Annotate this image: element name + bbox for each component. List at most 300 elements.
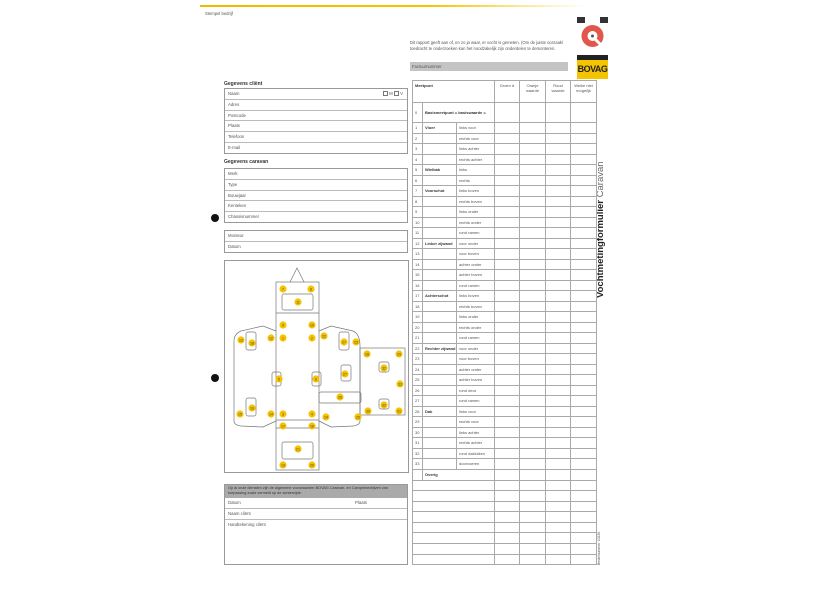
cell[interactable] bbox=[495, 291, 520, 302]
cell[interactable] bbox=[546, 480, 571, 491]
cell[interactable] bbox=[520, 103, 546, 123]
measure-point-label: 32 bbox=[382, 403, 386, 408]
cell[interactable] bbox=[571, 207, 597, 218]
row-location: rechts voor bbox=[457, 133, 495, 144]
row-number: 25 bbox=[413, 375, 423, 386]
cell[interactable] bbox=[546, 491, 571, 502]
cell[interactable] bbox=[571, 522, 597, 533]
table-row bbox=[413, 459, 597, 470]
cell[interactable] bbox=[571, 448, 597, 459]
cell[interactable] bbox=[520, 175, 546, 186]
cell[interactable] bbox=[520, 512, 546, 523]
measure-point-label: 25 bbox=[356, 415, 360, 420]
cell[interactable] bbox=[546, 427, 571, 438]
row-number: 8 bbox=[413, 196, 423, 207]
cell[interactable] bbox=[546, 301, 571, 312]
cell[interactable] bbox=[520, 554, 546, 565]
row-section: Wielbak bbox=[423, 165, 457, 176]
cell[interactable] bbox=[571, 103, 597, 123]
cell[interactable] bbox=[520, 217, 546, 228]
measure-point-label: 5 bbox=[278, 377, 280, 382]
table-row bbox=[413, 291, 597, 302]
row-location: rechts onder bbox=[457, 322, 495, 333]
row-section: Voorschot bbox=[423, 186, 457, 197]
invoice-field[interactable]: Factuurnummer bbox=[410, 62, 568, 71]
row-location: links boven bbox=[457, 291, 495, 302]
caravan-box bbox=[224, 168, 408, 223]
cell[interactable] bbox=[413, 501, 495, 512]
base-row bbox=[413, 103, 597, 123]
cell[interactable] bbox=[571, 533, 597, 544]
cell[interactable] bbox=[546, 448, 571, 459]
cell[interactable] bbox=[571, 270, 597, 281]
cell[interactable] bbox=[571, 375, 597, 386]
cell[interactable] bbox=[546, 544, 571, 555]
cell[interactable] bbox=[495, 249, 520, 260]
measure-point-label: 10 bbox=[310, 323, 314, 328]
gender-m-checkbox[interactable] bbox=[383, 91, 388, 96]
cell[interactable] bbox=[520, 301, 546, 312]
row-number: 17 bbox=[413, 291, 423, 302]
header-rule bbox=[200, 5, 585, 7]
gender-v-checkbox[interactable] bbox=[394, 91, 399, 96]
row-location: rechts achter bbox=[457, 438, 495, 449]
cell[interactable] bbox=[571, 385, 597, 396]
cell[interactable] bbox=[495, 312, 520, 323]
row-number: 18 bbox=[413, 301, 423, 312]
gender-v-label: V bbox=[400, 91, 403, 96]
cell[interactable] bbox=[546, 459, 571, 470]
blank-row bbox=[413, 491, 597, 502]
client-box bbox=[224, 88, 408, 154]
cell[interactable] bbox=[520, 343, 546, 354]
cell[interactable] bbox=[495, 228, 520, 239]
cell[interactable] bbox=[571, 175, 597, 186]
table-row bbox=[413, 259, 597, 270]
cell[interactable] bbox=[571, 469, 597, 480]
cell[interactable] bbox=[546, 438, 571, 449]
cell[interactable] bbox=[571, 249, 597, 260]
cell[interactable] bbox=[495, 217, 520, 228]
cell[interactable] bbox=[546, 417, 571, 428]
cell[interactable] bbox=[546, 354, 571, 365]
table-row bbox=[413, 364, 597, 375]
cell[interactable] bbox=[520, 448, 546, 459]
row-location: links onder bbox=[457, 312, 495, 323]
cell[interactable] bbox=[495, 417, 520, 428]
cell[interactable] bbox=[495, 301, 520, 312]
blank-row bbox=[413, 480, 597, 491]
row-location: links onder bbox=[457, 207, 495, 218]
cell[interactable] bbox=[413, 512, 495, 523]
cell[interactable] bbox=[520, 501, 546, 512]
row-number: 30 bbox=[413, 427, 423, 438]
client-postcode-field[interactable]: Postcode bbox=[225, 111, 407, 122]
cell[interactable] bbox=[571, 406, 597, 417]
cell[interactable] bbox=[546, 554, 571, 565]
row-number: 26 bbox=[413, 385, 423, 396]
cell[interactable] bbox=[520, 375, 546, 386]
client-city-field[interactable]: Plaats bbox=[225, 121, 407, 132]
measure-point-label: 33 bbox=[398, 382, 402, 387]
cell[interactable] bbox=[571, 312, 597, 323]
measure-point-label: 30 bbox=[366, 409, 370, 414]
row-location: rechts onder bbox=[457, 217, 495, 228]
cell[interactable] bbox=[495, 427, 520, 438]
row-section bbox=[423, 427, 457, 438]
cell[interactable] bbox=[571, 459, 597, 470]
cell[interactable] bbox=[495, 196, 520, 207]
cell[interactable] bbox=[571, 333, 597, 344]
cell[interactable] bbox=[571, 343, 597, 354]
date-field[interactable]: Datum bbox=[228, 243, 241, 249]
caravan-chassis-field[interactable]: Chassisnummer bbox=[228, 214, 260, 220]
cell[interactable] bbox=[413, 554, 495, 565]
row-location: achter onder bbox=[457, 364, 495, 375]
cell[interactable] bbox=[495, 175, 520, 186]
cell[interactable] bbox=[520, 469, 546, 480]
cell[interactable] bbox=[520, 154, 546, 165]
cell[interactable] bbox=[571, 512, 597, 523]
row-section bbox=[423, 280, 457, 291]
cell[interactable] bbox=[520, 228, 546, 239]
cell[interactable] bbox=[520, 396, 546, 407]
measure-point-label: 27 bbox=[342, 340, 346, 345]
row-number: 14 bbox=[413, 259, 423, 270]
cell[interactable] bbox=[495, 165, 520, 176]
technician-box bbox=[224, 230, 408, 253]
measure-point-label: 7 bbox=[282, 287, 284, 292]
table-row bbox=[413, 343, 597, 354]
row-section bbox=[423, 196, 457, 207]
cell[interactable] bbox=[495, 448, 520, 459]
cell[interactable] bbox=[546, 522, 571, 533]
cell[interactable] bbox=[546, 406, 571, 417]
cell[interactable] bbox=[495, 343, 520, 354]
row-location: achter boven bbox=[457, 375, 495, 386]
row-location: links voor bbox=[457, 406, 495, 417]
row-section: Dak bbox=[423, 406, 457, 417]
cell[interactable] bbox=[495, 238, 520, 249]
date-label: Datum bbox=[228, 500, 241, 505]
cell[interactable] bbox=[520, 238, 546, 249]
measure-point-label: 14 bbox=[269, 412, 273, 417]
cell[interactable] bbox=[520, 333, 546, 344]
cell[interactable] bbox=[495, 522, 520, 533]
cell[interactable] bbox=[546, 291, 571, 302]
cell[interactable] bbox=[520, 270, 546, 281]
cell[interactable] bbox=[520, 533, 546, 544]
cell[interactable] bbox=[495, 280, 520, 291]
row-number: 6 bbox=[413, 175, 423, 186]
cell[interactable] bbox=[495, 544, 520, 555]
cell[interactable] bbox=[495, 186, 520, 197]
cell[interactable] bbox=[520, 417, 546, 428]
measure-point-label: 12 bbox=[269, 336, 273, 341]
cell[interactable] bbox=[495, 333, 520, 344]
cell[interactable] bbox=[571, 238, 597, 249]
cell[interactable] bbox=[520, 207, 546, 218]
measure-point-label: 13 bbox=[239, 338, 243, 343]
cell[interactable] bbox=[495, 385, 520, 396]
cell[interactable] bbox=[546, 186, 571, 197]
cell[interactable] bbox=[546, 469, 571, 480]
cell[interactable] bbox=[520, 364, 546, 375]
cell[interactable] bbox=[520, 259, 546, 270]
terms-notice: Op al onze diensten zijn de algemene voorwaarden BOVAG Caravan- en Camperbedrijven van toepassing zoals vermeld op de achterzijde. bbox=[225, 485, 407, 498]
cell[interactable] bbox=[495, 154, 520, 165]
row-section bbox=[423, 270, 457, 281]
cell[interactable] bbox=[571, 396, 597, 407]
cell[interactable] bbox=[546, 103, 571, 123]
client-address-field[interactable]: Adres bbox=[225, 100, 407, 111]
cell[interactable] bbox=[546, 144, 571, 155]
cell[interactable] bbox=[571, 259, 597, 270]
signature-box bbox=[224, 484, 408, 565]
row-number: 1 bbox=[413, 123, 423, 134]
measure-point-label: 32 bbox=[382, 366, 386, 371]
cell[interactable] bbox=[520, 459, 546, 470]
signature-field[interactable]: Handtekening cliënt bbox=[228, 521, 266, 527]
cell[interactable] bbox=[520, 186, 546, 197]
cell[interactable] bbox=[571, 427, 597, 438]
cell[interactable] bbox=[495, 207, 520, 218]
cell[interactable] bbox=[571, 123, 597, 134]
table-row bbox=[413, 238, 597, 249]
cell[interactable] bbox=[495, 270, 520, 281]
cell[interactable] bbox=[571, 144, 597, 155]
client-name-field[interactable] bbox=[225, 89, 407, 100]
field-label: Naam bbox=[228, 91, 240, 96]
client-email-field[interactable]: E-mail bbox=[228, 144, 241, 150]
cell[interactable] bbox=[413, 480, 495, 491]
cell[interactable] bbox=[571, 438, 597, 449]
cell[interactable] bbox=[495, 406, 520, 417]
cell[interactable] bbox=[546, 385, 571, 396]
cell[interactable] bbox=[520, 249, 546, 260]
cell[interactable] bbox=[546, 270, 571, 281]
cell[interactable] bbox=[495, 438, 520, 449]
cell[interactable] bbox=[495, 554, 520, 565]
cell[interactable] bbox=[546, 501, 571, 512]
cell[interactable] bbox=[546, 165, 571, 176]
cell[interactable] bbox=[495, 259, 520, 270]
cell[interactable] bbox=[413, 522, 495, 533]
measurement-table bbox=[412, 80, 597, 565]
cell[interactable] bbox=[571, 501, 597, 512]
cell[interactable] bbox=[571, 417, 597, 428]
cell[interactable] bbox=[520, 144, 546, 155]
client-phone-field[interactable]: Telefoon bbox=[225, 132, 407, 143]
cell[interactable] bbox=[546, 196, 571, 207]
row-location: rechts boven bbox=[457, 301, 495, 312]
table-row bbox=[413, 385, 597, 396]
cell[interactable] bbox=[546, 133, 571, 144]
cell[interactable] bbox=[546, 207, 571, 218]
cell[interactable] bbox=[520, 438, 546, 449]
cell[interactable] bbox=[546, 512, 571, 523]
cell[interactable] bbox=[520, 291, 546, 302]
cell[interactable] bbox=[546, 333, 571, 344]
cell[interactable] bbox=[495, 123, 520, 134]
table-row bbox=[413, 301, 597, 312]
row-section bbox=[423, 217, 457, 228]
cell[interactable] bbox=[520, 123, 546, 134]
row-location: links achter bbox=[457, 427, 495, 438]
cell[interactable] bbox=[495, 103, 520, 123]
row-number: 19 bbox=[413, 312, 423, 323]
row-number: 29 bbox=[413, 417, 423, 428]
cell[interactable] bbox=[413, 491, 495, 502]
cell[interactable] bbox=[571, 217, 597, 228]
caravan-type-field[interactable]: Type bbox=[225, 180, 407, 191]
cell[interactable] bbox=[546, 249, 571, 260]
cell[interactable] bbox=[571, 491, 597, 502]
cell[interactable] bbox=[495, 375, 520, 386]
cell[interactable] bbox=[546, 343, 571, 354]
cell[interactable] bbox=[546, 375, 571, 386]
cell[interactable] bbox=[546, 364, 571, 375]
punch-hole bbox=[211, 374, 219, 382]
cell[interactable] bbox=[413, 544, 495, 555]
cell[interactable] bbox=[495, 144, 520, 155]
cell[interactable] bbox=[571, 186, 597, 197]
cell[interactable] bbox=[546, 217, 571, 228]
stamp-label: Stempel bedrijf bbox=[205, 11, 233, 16]
cell[interactable] bbox=[546, 533, 571, 544]
measure-point-label: 20 bbox=[310, 463, 314, 468]
row-number: 28 bbox=[413, 406, 423, 417]
cell[interactable] bbox=[520, 165, 546, 176]
cell[interactable] bbox=[571, 480, 597, 491]
cell[interactable] bbox=[520, 406, 546, 417]
cell[interactable] bbox=[571, 322, 597, 333]
row-location: rechts voor bbox=[457, 417, 495, 428]
row-location: achter onder bbox=[457, 259, 495, 270]
cell[interactable] bbox=[571, 291, 597, 302]
cell[interactable] bbox=[495, 133, 520, 144]
cell[interactable] bbox=[546, 123, 571, 134]
row-section bbox=[423, 312, 457, 323]
table-row bbox=[413, 375, 597, 386]
cell[interactable] bbox=[546, 396, 571, 407]
table-row bbox=[413, 165, 597, 176]
cell[interactable] bbox=[546, 238, 571, 249]
cell[interactable] bbox=[520, 544, 546, 555]
measure-point-label: 3 bbox=[282, 412, 284, 417]
cell[interactable] bbox=[520, 385, 546, 396]
cell[interactable] bbox=[546, 228, 571, 239]
cell[interactable] bbox=[495, 322, 520, 333]
blank-row bbox=[413, 544, 597, 555]
cell[interactable] bbox=[495, 491, 520, 502]
caravan-brand-field[interactable]: Merk bbox=[225, 169, 407, 180]
cell[interactable] bbox=[546, 322, 571, 333]
cell[interactable] bbox=[520, 480, 546, 491]
cell[interactable] bbox=[495, 396, 520, 407]
order-code: Bestelnummer 10236 bbox=[597, 531, 601, 565]
cell[interactable] bbox=[546, 154, 571, 165]
cell[interactable] bbox=[413, 533, 495, 544]
cell[interactable] bbox=[571, 280, 597, 291]
signature-name-field[interactable]: Naam cliënt bbox=[225, 509, 407, 520]
cell[interactable] bbox=[520, 491, 546, 502]
cell[interactable] bbox=[571, 354, 597, 365]
cell[interactable] bbox=[571, 544, 597, 555]
table-header-row bbox=[413, 81, 597, 103]
cell[interactable] bbox=[571, 301, 597, 312]
cell[interactable] bbox=[520, 196, 546, 207]
measure-point-label: 28 bbox=[365, 352, 369, 357]
caravan-year-field[interactable]: Bouwjaar bbox=[225, 191, 407, 202]
cell[interactable] bbox=[495, 480, 520, 491]
cell[interactable] bbox=[571, 228, 597, 239]
caravan-heading: Gegevens caravan bbox=[224, 159, 269, 165]
cell[interactable] bbox=[520, 354, 546, 365]
cell[interactable] bbox=[495, 364, 520, 375]
table-row bbox=[413, 312, 597, 323]
cell[interactable] bbox=[571, 196, 597, 207]
cell[interactable] bbox=[546, 280, 571, 291]
row-location: rond ramen bbox=[457, 333, 495, 344]
cell[interactable] bbox=[520, 280, 546, 291]
row-number: 24 bbox=[413, 364, 423, 375]
cell[interactable] bbox=[546, 175, 571, 186]
cell[interactable] bbox=[571, 364, 597, 375]
form-title-bold: Vochtmetingformulier bbox=[595, 200, 606, 298]
row-section bbox=[423, 438, 457, 449]
cell[interactable] bbox=[546, 259, 571, 270]
table-row bbox=[413, 427, 597, 438]
cell[interactable] bbox=[495, 501, 520, 512]
cell[interactable] bbox=[495, 354, 520, 365]
measure-point-label: 22 bbox=[322, 334, 326, 339]
table-row bbox=[413, 175, 597, 186]
cell[interactable] bbox=[520, 427, 546, 438]
cell[interactable] bbox=[495, 512, 520, 523]
cell[interactable] bbox=[571, 554, 597, 565]
row-location: voor boven bbox=[457, 354, 495, 365]
cell[interactable] bbox=[520, 522, 546, 533]
technician-field[interactable]: Monteur bbox=[225, 231, 407, 242]
cell[interactable] bbox=[571, 154, 597, 165]
cell[interactable] bbox=[520, 312, 546, 323]
row-location: rond ramen bbox=[457, 280, 495, 291]
cell[interactable] bbox=[495, 533, 520, 544]
caravan-plate-field[interactable]: Kenteken bbox=[225, 201, 407, 212]
row-location: links bbox=[457, 165, 495, 176]
measure-point-label: 23 bbox=[354, 340, 358, 345]
cell[interactable] bbox=[520, 133, 546, 144]
caravan-diagram bbox=[224, 260, 409, 473]
cell[interactable] bbox=[520, 322, 546, 333]
signature-date-place-row[interactable] bbox=[225, 498, 407, 509]
table-row bbox=[413, 196, 597, 207]
cell[interactable] bbox=[571, 165, 597, 176]
cell[interactable] bbox=[495, 469, 520, 480]
row-location: voor onder bbox=[457, 343, 495, 354]
row-number: 11 bbox=[413, 228, 423, 239]
gender-m-label: M bbox=[389, 91, 393, 96]
row-section: Vloer bbox=[423, 123, 457, 134]
cell[interactable] bbox=[495, 459, 520, 470]
table-row bbox=[413, 396, 597, 407]
cell[interactable] bbox=[571, 133, 597, 144]
row-number: 23 bbox=[413, 354, 423, 365]
row-location: rond ramen bbox=[457, 228, 495, 239]
measure-point-label: 31 bbox=[397, 409, 401, 414]
cell[interactable] bbox=[546, 312, 571, 323]
